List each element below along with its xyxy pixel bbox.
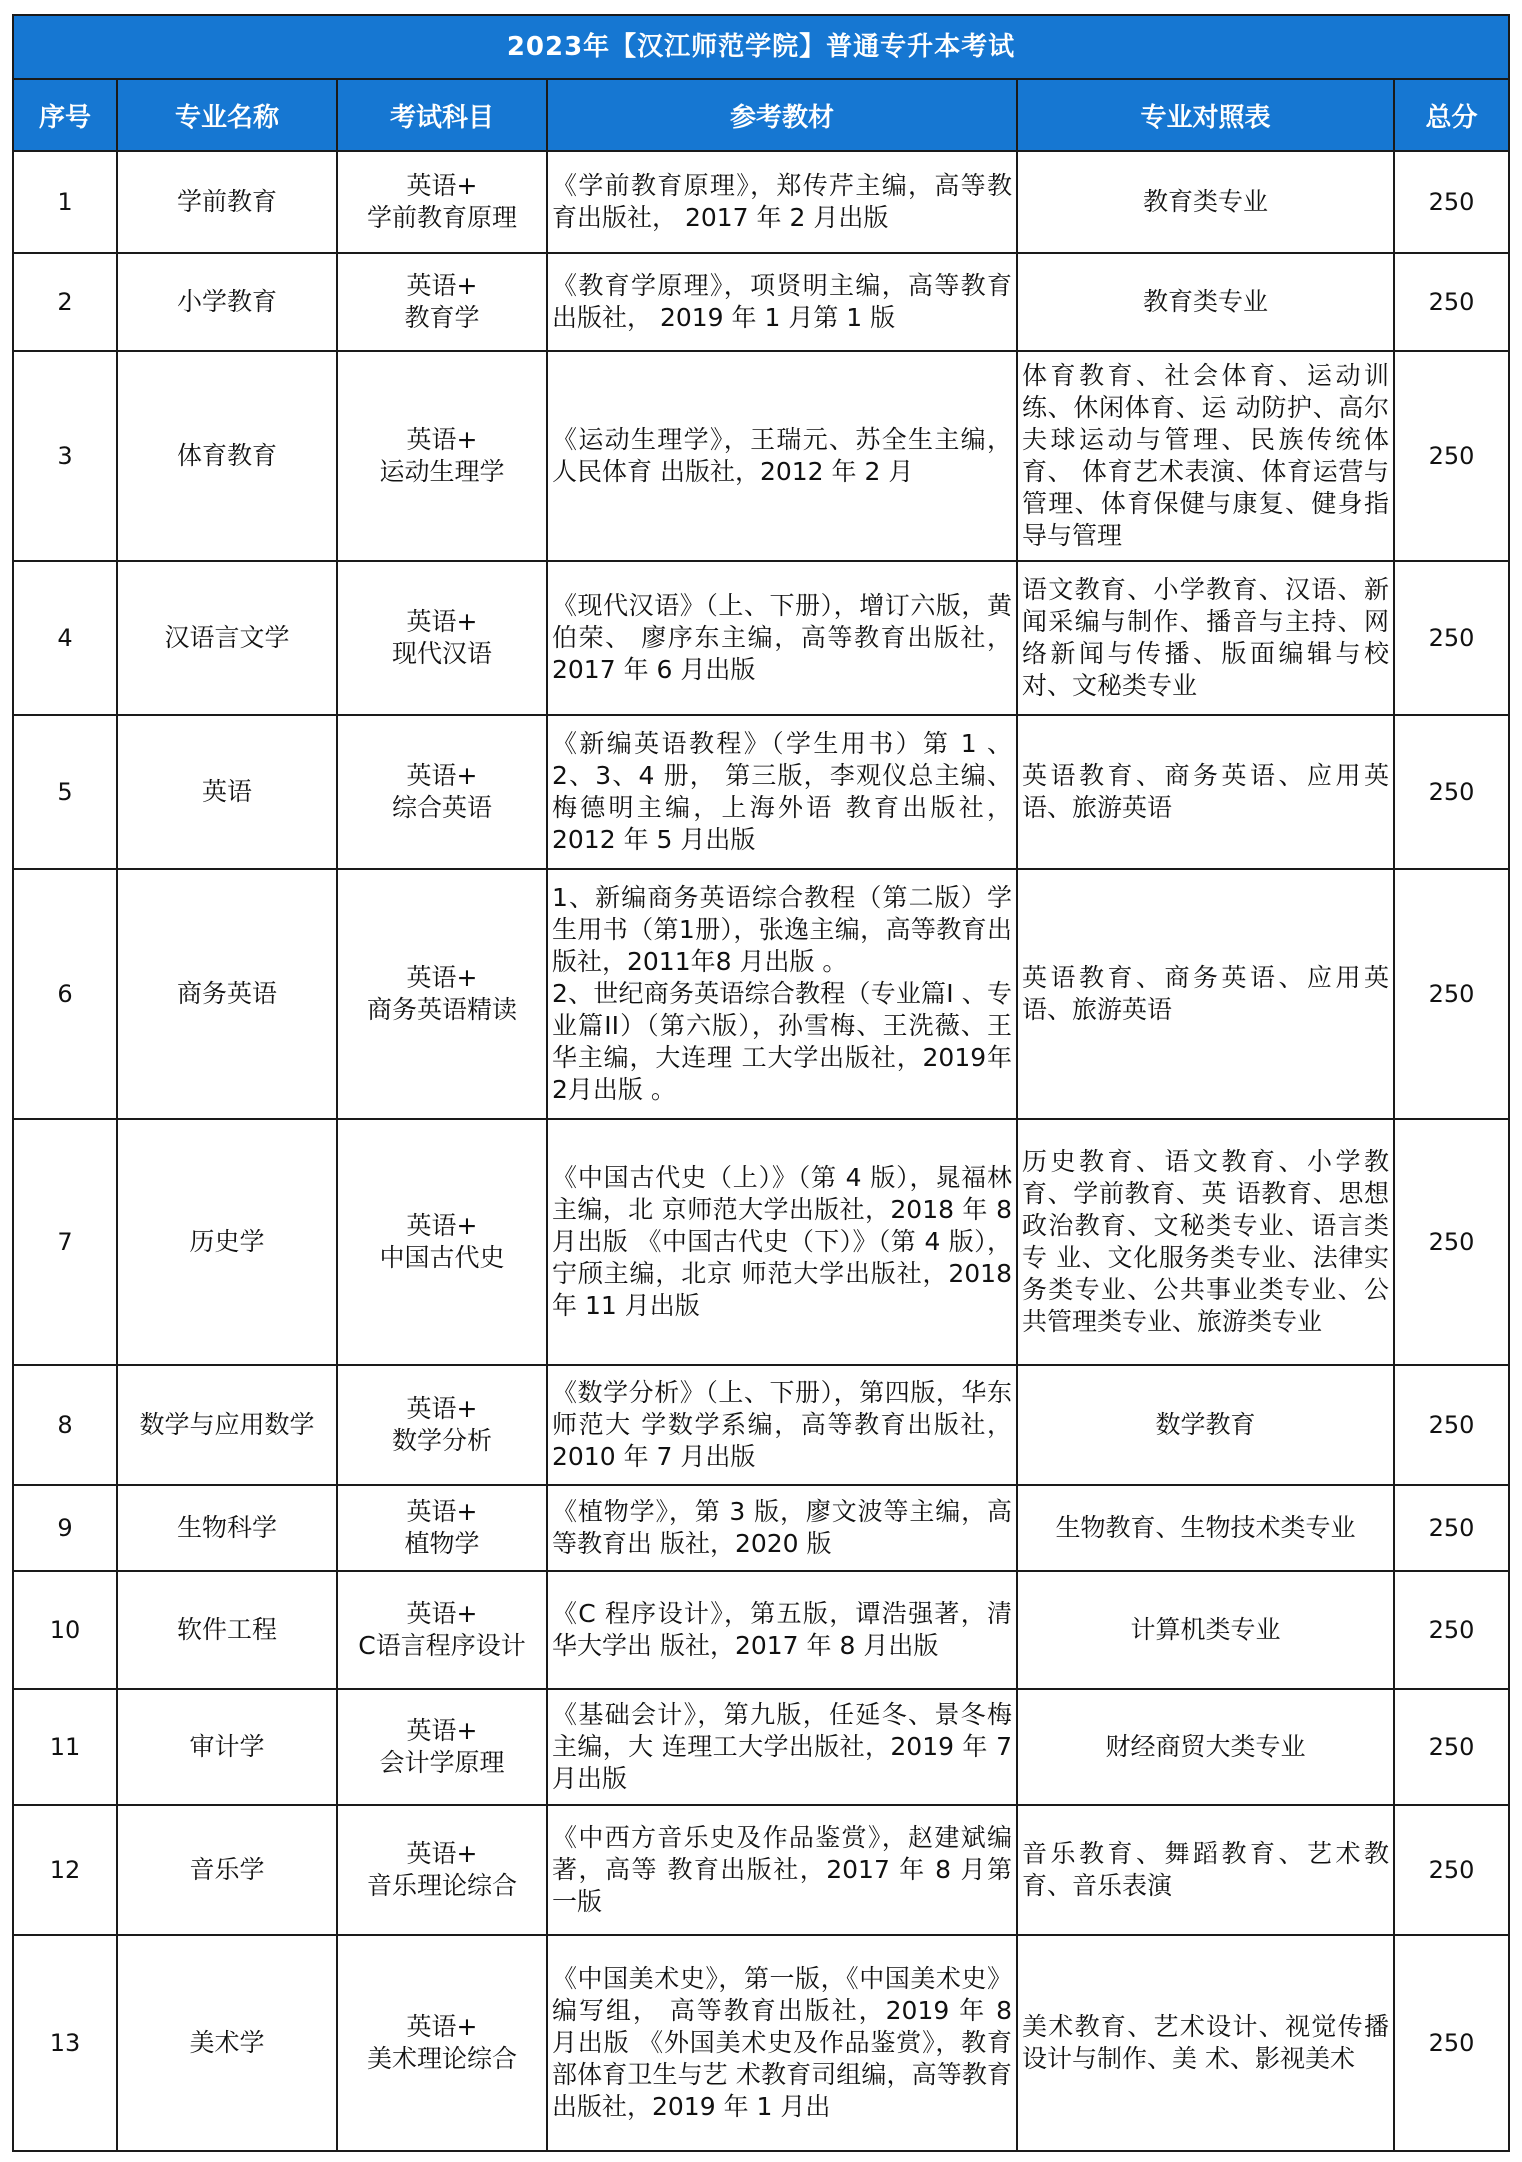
major-mapping: 教育类专业 [1017,253,1394,351]
column-header-no: 序号 [13,79,117,151]
exam-subject-line-2: 会计学原理 [379,1748,505,1777]
exam-subject-line-1: 英语+ [406,1394,478,1423]
row-number: 1 [13,151,117,253]
row-number: 12 [13,1805,117,1935]
table-row [13,253,1509,351]
exam-subject [337,715,547,869]
exam-subject-line-1: 英语+ [406,271,478,300]
row-number: 13 [13,1935,117,2151]
exam-subject [337,1119,547,1365]
reference-textbook: 《中西方音乐史及作品鉴赏》，赵建斌编著，高等 教育出版社，2017 年 8 月第一版 [547,1805,1017,1935]
major-name: 美术学 [117,1935,337,2151]
exam-subject-line-2: 美术理论综合 [366,2044,517,2073]
major-name: 体育教育 [117,351,337,561]
major-mapping: 历史教育、语文教育、小学教育、学前教育、英 语教育、思想政治教育、文秘类专业、语言类专 业、文化服务类专业、法律实务类专业、公共事业类专业、公共管理类专业、旅游类专业 [1017,1119,1394,1365]
table-row [13,351,1509,561]
exam-subject [337,1689,547,1805]
exam-subject-line-2: 数学分析 [391,1426,492,1455]
total-score: 250 [1394,1571,1509,1689]
major-name: 商务英语 [117,869,337,1119]
exam-subject-line-2: 中国古代史 [379,1243,505,1272]
major-name: 学前教育 [117,151,337,253]
total-score: 250 [1394,1119,1509,1365]
total-score: 250 [1394,869,1509,1119]
row-number: 7 [13,1119,117,1365]
row-number: 9 [13,1485,117,1571]
exam-subject-line-1: 英语+ [406,761,478,790]
major-name: 英语 [117,715,337,869]
major-name: 音乐学 [117,1805,337,1935]
exam-subject-line-1: 英语+ [406,1839,478,1868]
major-mapping: 数学教育 [1017,1365,1394,1485]
table-row [13,1689,1509,1805]
header-row [13,79,1509,151]
major-name: 汉语言文学 [117,561,337,715]
table-row [13,869,1509,1119]
total-score: 250 [1394,1935,1509,2151]
exam-subject [337,1365,547,1485]
major-name: 软件工程 [117,1571,337,1689]
exam-subject-line-2: 音乐理论综合 [366,1871,517,1900]
exam-subject-line-1: 英语+ [406,171,478,200]
total-score: 250 [1394,351,1509,561]
major-mapping: 体育教育、社会体育、运动训练、休闲体育、运 动防护、高尔夫球运动与管理、民族传统体育、 体育艺术表演、体育运营与管理、体育保健与康复、健身指导与管理 [1017,351,1394,561]
exam-subject-line-2: C语言程序设计 [358,1631,526,1660]
exam-subject-line-1: 英语+ [406,1716,478,1745]
major-mapping: 计算机类专业 [1017,1571,1394,1689]
row-number: 8 [13,1365,117,1485]
exam-subject-line-2: 运动生理学 [379,457,505,486]
exam-subject-line-2: 商务英语精读 [366,995,517,1024]
exam-table [12,14,1510,2152]
table-row [13,151,1509,253]
exam-subject-line-2: 教育学 [404,303,480,332]
table-title: 2023年【汉江师范学院】普通专升本考试 [13,15,1509,79]
row-number: 10 [13,1571,117,1689]
reference-textbook: 《现代汉语》（上、下册），增订六版，黄伯荣、 廖序东主编，高等教育出版社，2017 年 6 月出版 [547,561,1017,715]
major-mapping: 财经商贸大类专业 [1017,1689,1394,1805]
reference-textbook: 《数学分析》（上、下册），第四版，华东师范大 学数学系编，高等教育出版社，2010 年 7 月出版 [547,1365,1017,1485]
exam-subject [337,561,547,715]
exam-subject-line-1: 英语+ [406,1211,478,1240]
major-mapping: 语文教育、小学教育、汉语、新闻采编与制作、播音与主持、网络新闻与传播、版面编辑与校对、文秘类专业 [1017,561,1394,715]
total-score: 250 [1394,253,1509,351]
table-row [13,561,1509,715]
reference-textbook: 《新编英语教程》（学生用书）第 1 、2、3、4 册， 第三版，李观仪总主编、梅德明主编，上海外语 教育出版社，2012 年 5 月出版 [547,715,1017,869]
exam-subject [337,1935,547,2151]
exam-subject [337,1805,547,1935]
exam-subject-line-2: 植物学 [404,1529,480,1558]
row-number: 11 [13,1689,117,1805]
major-mapping: 英语教育、商务英语、应用英语、旅游英语 [1017,715,1394,869]
exam-subject-line-1: 英语+ [406,607,478,636]
major-mapping: 音乐教育、舞蹈教育、艺术教育、音乐表演 [1017,1805,1394,1935]
exam-subject [337,151,547,253]
total-score: 250 [1394,1365,1509,1485]
column-header-mapping: 专业对照表 [1017,79,1394,151]
reference-textbook: 《植物学》，第 3 版，廖文波等主编，高等教育出 版社，2020 版 [547,1485,1017,1571]
exam-subject-line-1: 英语+ [406,2012,478,2041]
exam-subject [337,253,547,351]
total-score: 250 [1394,1485,1509,1571]
exam-subject [337,1485,547,1571]
total-score: 250 [1394,1689,1509,1805]
row-number: 3 [13,351,117,561]
table-row [13,1365,1509,1485]
major-mapping: 生物教育、生物技术类专业 [1017,1485,1394,1571]
total-score: 250 [1394,151,1509,253]
total-score: 250 [1394,715,1509,869]
reference-textbook: 《运动生理学》，王瑞元、苏全生主编，人民体育 出版社，2012 年 2 月 [547,351,1017,561]
row-number: 5 [13,715,117,869]
exam-subject [337,1571,547,1689]
table-row [13,1935,1509,2151]
reference-textbook: 《教育学原理》，项贤明主编，高等教育出版社， 2019 年 1 月第 1 版 [547,253,1017,351]
row-number: 6 [13,869,117,1119]
total-score: 250 [1394,561,1509,715]
table-row [13,1485,1509,1571]
major-name: 历史学 [117,1119,337,1365]
row-number: 2 [13,253,117,351]
row-number: 4 [13,561,117,715]
reference-textbook: 《中国古代史（上）》（第 4 版），晁福林主编，北 京师范大学出版社，2018 年 8 月出版 《中国古代史（下）》（第 4 版），宁颀主编，北京 师范大学出版社，2018 年 11 月出版 [547,1119,1017,1365]
major-name: 生物科学 [117,1485,337,1571]
exam-subject [337,869,547,1119]
major-name: 数学与应用数学 [117,1365,337,1485]
column-header-textbook: 参考教材 [547,79,1017,151]
table-row [13,715,1509,869]
exam-subject [337,351,547,561]
exam-subject-line-1: 英语+ [406,425,478,454]
exam-subject-line-2: 综合英语 [391,793,492,822]
major-mapping: 美术教育、艺术设计、视觉传播设计与制作、美 术、影视美术 [1017,1935,1394,2151]
total-score: 250 [1394,1805,1509,1935]
column-header-score: 总分 [1394,79,1509,151]
reference-textbook: 《基础会计》，第九版，任延冬、景冬梅主编，大 连理工大学出版社，2019 年 7 月出版 [547,1689,1017,1805]
table-row [13,1119,1509,1365]
column-header-subject: 考试科目 [337,79,547,151]
exam-subject-line-2: 学前教育原理 [366,203,517,232]
major-mapping: 英语教育、商务英语、应用英语、旅游英语 [1017,869,1394,1119]
reference-textbook: 《中国美术史》，第一版，《中国美术史》编写组， 高等教育出版社，2019 年 8 月出版 《外国美术史及作品鉴赏》，教育部体育卫生与艺 术教育司组编，高等教育出版社，2019 年 1 月出 [547,1935,1017,2151]
exam-subject-line-1: 英语+ [406,1599,478,1628]
exam-subject-line-2: 现代汉语 [391,639,492,668]
exam-subject-line-1: 英语+ [406,963,478,992]
exam-subject-line-1: 英语+ [406,1497,478,1526]
major-mapping: 教育类专业 [1017,151,1394,253]
major-name: 审计学 [117,1689,337,1805]
table-row [13,1805,1509,1935]
major-name: 小学教育 [117,253,337,351]
reference-textbook: 1、新编商务英语综合教程（第二版）学生用书（第1册），张逸主编，高等教育出版社，2011年8 月出版 。 2、世纪商务英语综合教程（专业篇I 、专业篇II）（第六版），孙雪梅、王洗薇、王华主编，大连理 工大学出版社，2019年2月出版 。 [547,869,1017,1119]
reference-textbook: 《学前教育原理》，郑传芹主编，高等教育出版社， 2017 年 2 月出版 [547,151,1017,253]
table-row [13,1571,1509,1689]
reference-textbook: 《C 程序设计》，第五版，谭浩强著，清华大学出 版社，2017 年 8 月出版 [547,1571,1017,1689]
column-header-major: 专业名称 [117,79,337,151]
